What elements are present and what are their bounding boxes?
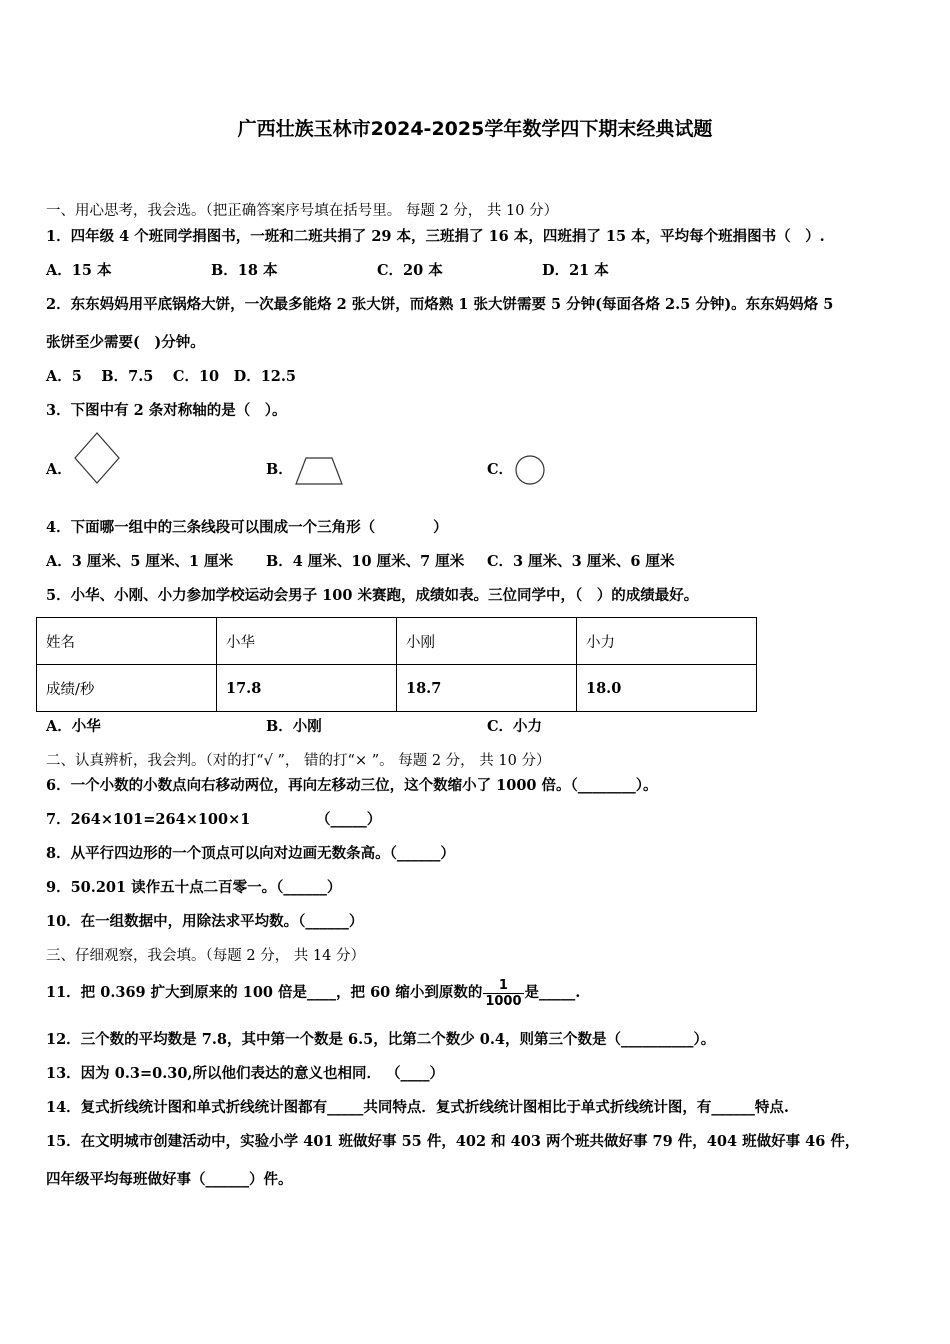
q4-option-b: B．4 厘米、10 厘米、7 厘米 <box>266 553 465 570</box>
q4-option-a: A．3 厘米、5 厘米、1 厘米 <box>46 553 234 570</box>
q11-text-after: 是_____. <box>524 984 581 1001</box>
q11-text-before: 11．把 0.369 扩大到原来的 100 倍是____，把 60 缩小到原数的 <box>46 984 483 1001</box>
score-table <box>36 617 757 712</box>
q2-options: A．5 B．7.5 C．10 D．12.5 <box>46 368 297 385</box>
q6-text: 6．一个小数的小数点向右移动两位，再向左移动三位，这个数缩小了 1000 倍。（________）。 <box>46 777 658 794</box>
q12-text: 12．三个数的平均数是 7.8，其中第一个数是 6.5，比第二个数少 0.4，则第三个数是（__________）。 <box>46 1031 716 1048</box>
diamond-shape <box>73 431 123 487</box>
table-cell: 18.0 <box>577 665 757 712</box>
q2-text-line2: 张饼至少需要( )分钟。 <box>46 334 205 351</box>
q3-text: 3．下图中有 2 条对称轴的是（ ）。 <box>46 402 287 419</box>
table-cell: 成绩/秒 <box>37 665 217 712</box>
fraction <box>483 978 523 1009</box>
table-cell: 18.7 <box>397 665 577 712</box>
q5-option-b: B．小刚 <box>266 718 322 735</box>
q5-option-a: A．小华 <box>46 718 101 735</box>
q13-text: 13．因为 0.3=0.30,所以他们表达的意义也相同． （____） <box>46 1065 445 1082</box>
trapezoid-shape <box>292 455 346 487</box>
q4-option-c: C．3 厘米、3 厘米、6 厘米 <box>487 553 675 570</box>
q1-option-b: B．18 本 <box>211 262 278 279</box>
q1-option-d: D．21 本 <box>542 262 609 279</box>
q1-option-a: A．15 本 <box>46 262 112 279</box>
table-row <box>37 665 757 712</box>
q5-option-c: C．小力 <box>487 718 543 735</box>
table-header-row <box>37 618 757 665</box>
q15-text-line2: 四年级平均每班做好事（______）件。 <box>46 1171 293 1188</box>
table-cell: 17.8 <box>217 665 397 712</box>
q3-option-c: C． <box>487 461 514 478</box>
q1-text: 1．四年级 4 个班同学捐图书，一班和二班共捐了 29 本，三班捐了 16 本，四班捐了 15 本，平均每个班捐图书（ ）. <box>46 228 825 245</box>
fraction-denominator: 1000 <box>485 993 522 1009</box>
q11-text <box>46 975 580 1011</box>
table-cell: 小华 <box>217 618 397 665</box>
q2-text-line1: 2．东东妈妈用平底锅烙大饼，一次最多能烙 2 张大饼，而烙熟 1 张大饼需要 5 分钟(每面各烙 2.5 分钟)。东东妈妈烙 5 <box>46 296 834 313</box>
table-cell: 姓名 <box>37 618 217 665</box>
q8-text: 8．从平行四边形的一个顶点可以向对边画无数条高。（______） <box>46 845 455 862</box>
q7-answer-blank: （_____） <box>316 811 382 828</box>
q10-text: 10．在一组数据中，用除法求平均数。（______） <box>46 913 364 930</box>
table-cell: 小刚 <box>397 618 577 665</box>
section1-heading: 一、用心思考，我会选。（把正确答案序号填在括号里。 每题 2 分， 共 10 分） <box>46 203 559 219</box>
section2-heading: 二、认真辨析，我会判。（对的打“√ ”， 错的打“× ”。 每题 2 分， 共 10 分） <box>46 753 551 769</box>
q15-text-line1: 15．在文明城市创建活动中，实验小学 401 班做好事 55 件，402 和 403 两个班共做好事 79 件，404 班做好事 46 件， <box>46 1133 860 1150</box>
q5-text: 5．小华、小刚、小力参加学校运动会男子 100 米赛跑，成绩如表。三位同学中，（ ）的成绩最好。 <box>46 587 699 604</box>
q14-text: 14．复式折线统计图和单式折线统计图都有_____共同特点．复式折线统计图相比于单式折线统计图，有______特点. <box>46 1099 789 1116</box>
q7-expression: 7．264×101=264×100×1 <box>46 811 251 828</box>
q4-text: 4．下面哪一组中的三条线段可以围成一个三角形（ ） <box>46 519 448 536</box>
page-title: 广西壮族玉林市2024-2025学年数学四下期末经典试题 <box>237 118 713 140</box>
fraction-numerator: 1 <box>483 978 523 994</box>
q1-option-c: C．20 本 <box>377 262 443 279</box>
q9-text: 9．50.201 读作五十点二百零一。（______） <box>46 879 342 896</box>
q3-option-b: B． <box>266 461 293 478</box>
q3-option-a: A． <box>46 461 72 478</box>
section3-heading: 三、仔细观察，我会填。（每题 2 分， 共 14 分） <box>46 948 365 964</box>
circle-shape <box>513 453 547 487</box>
table-cell: 小力 <box>577 618 757 665</box>
